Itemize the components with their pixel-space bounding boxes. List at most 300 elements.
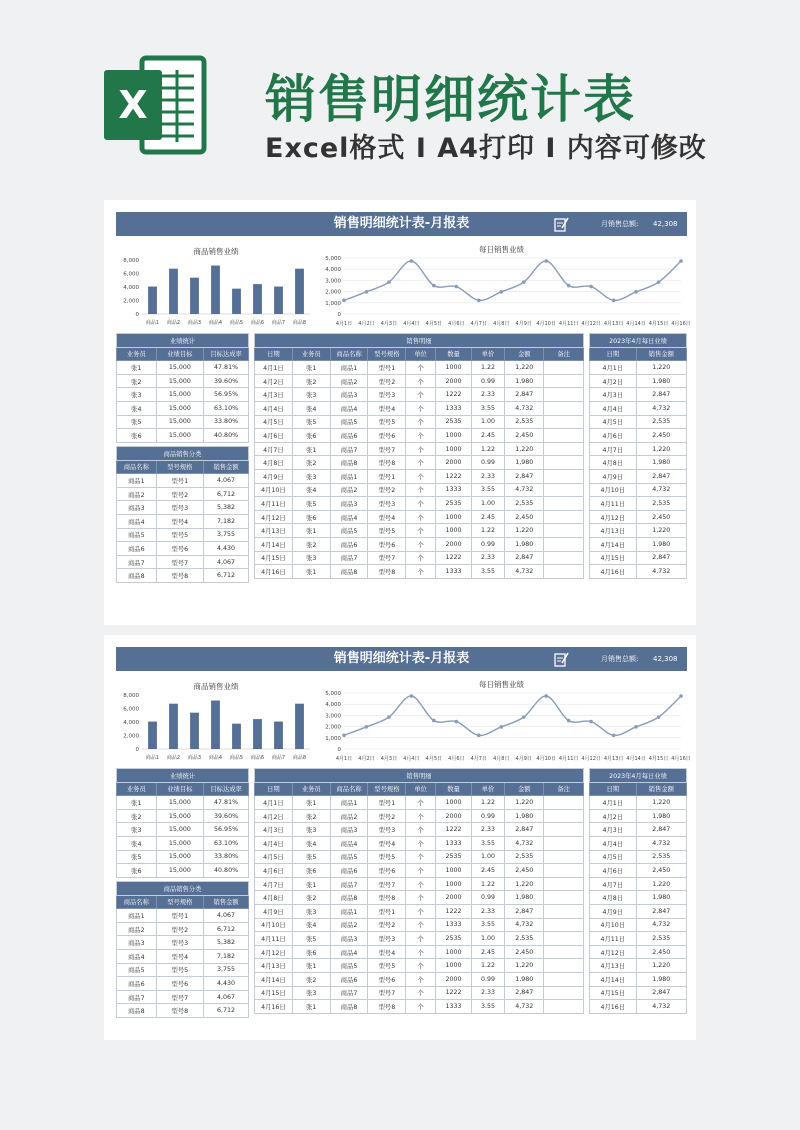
data-point [365,290,369,294]
table-cell: 商品5 [330,959,368,973]
column-header: 日期 [590,347,637,361]
line-chart [316,254,691,330]
table-row [590,374,687,388]
table-cell: 张6 [292,945,330,959]
table-cell [544,401,584,415]
table-cell: 张5 [292,415,330,429]
table-row [117,990,249,1004]
table-cell: 个 [406,972,436,986]
table-cell: 商品6 [330,864,368,878]
table-cell [544,836,584,850]
y-tick-label: 4,000 [123,720,139,726]
x-tick-label: 商品8 [292,755,307,761]
table-cell: 4月16日 [255,1000,293,1014]
table-cell: 1,980 [505,537,544,551]
column-header: 销售金额 [636,782,686,796]
table-cell: 1000 [435,945,471,959]
table-cell: 4月6日 [255,429,293,443]
data-point [342,734,346,738]
column-header-row [590,347,687,361]
table-row [255,442,584,456]
table-cell: 个 [406,877,436,891]
daily-table [589,768,687,1014]
table-cell: 4月4日 [590,836,637,850]
table-cell [544,864,584,878]
table-cell: 张3 [117,823,157,837]
column-header: 单价 [472,782,505,796]
x-tick-label: 4月8日 [493,321,510,327]
x-tick-label: 4月10日 [536,756,556,762]
table-cell: 4月9日 [255,469,293,483]
table-cell: 商品3 [330,932,368,946]
section-title: 销售明细 [255,769,584,783]
table-row [590,864,687,878]
table-cell: 2,535 [505,497,544,511]
bar-chart [116,256,314,328]
table-cell: 6,712 [204,922,249,936]
table-cell [544,469,584,483]
table-cell: 2,847 [505,551,544,565]
section-title: 业绩统计 [117,769,249,783]
table-row [117,809,249,823]
table-cell: 型号5 [368,959,406,973]
table-cell: 商品7 [330,986,368,1000]
table-cell: 4月16日 [255,565,293,579]
column-header-row [590,782,687,796]
table-cell: 张1 [292,442,330,456]
table-cell: 6,712 [204,569,249,583]
column-header: 目标达成率 [204,782,249,796]
table-cell: 15,000 [156,850,204,864]
table-cell: 型号2 [156,487,204,501]
table-cell: 40.80% [204,429,249,443]
table-cell: 4月11日 [590,932,637,946]
table-cell [544,429,584,443]
table-cell: 4,067 [204,474,249,488]
table-cell: 4月12日 [590,945,637,959]
table-cell: 商品1 [330,796,368,810]
table-cell: 个 [406,429,436,443]
table-cell: 商品4 [330,945,368,959]
table-cell: 商品6 [330,972,368,986]
x-tick-label: 4月14日 [626,756,646,762]
x-tick-label: 4月3日 [380,756,398,762]
data-point [657,715,661,719]
table-cell: 型号1 [368,469,406,483]
table-cell: 1,220 [505,442,544,456]
table-cell: 1,220 [505,361,544,375]
column-header: 商品名称 [330,782,368,796]
table-cell: 2,847 [505,986,544,1000]
table-cell: 2,535 [505,850,544,864]
table-row [117,542,249,556]
table-cell: 2.33 [472,904,505,918]
table-cell: 4月13日 [590,524,637,538]
table-cell: 1333 [435,565,471,579]
table-cell: 型号7 [368,551,406,565]
table-cell [544,524,584,538]
table-cell: 2.33 [472,469,505,483]
table-cell: 1222 [435,388,471,402]
data-point [387,280,391,284]
x-tick-label: 4月13日 [603,321,624,327]
column-header: 业务员 [117,347,157,361]
table-cell: 3.55 [472,401,505,415]
table-cell: 商品5 [330,524,368,538]
table-cell: 商品6 [330,429,368,443]
table-cell: 4,732 [505,565,544,579]
table-cell: 15,000 [156,415,204,429]
table-cell [544,456,584,470]
table-cell: 2535 [435,932,471,946]
table-cell: 5,382 [204,501,249,515]
column-header: 单价 [472,347,505,361]
table-cell: 张2 [117,374,157,388]
table-cell: 张3 [292,986,330,1000]
table-cell: 4月2日 [590,374,637,388]
table-cell: 张1 [117,361,157,375]
table-cell: 2.45 [472,429,505,443]
table-cell: 商品8 [117,569,157,583]
table-cell: 商品8 [117,1004,157,1018]
section-header [117,447,249,461]
table-cell: 4月1日 [255,361,293,375]
y-tick-label: 4,000 [325,702,341,709]
table-cell: 4月14日 [590,537,637,551]
table-cell: 1.00 [472,850,505,864]
table-cell: 型号1 [368,361,406,375]
table-cell: 4月5日 [590,415,637,429]
table-cell: 1.22 [472,796,505,810]
table-cell [544,374,584,388]
table-cell: 型号6 [368,429,406,443]
table-cell: 15,000 [156,864,204,878]
x-tick-label: 商品2 [166,320,181,326]
data-point [679,259,683,263]
table-cell: 商品2 [330,918,368,932]
table-cell: 1222 [435,551,471,565]
table-row [590,388,687,402]
table-row [117,977,249,991]
table-cell: 1000 [435,796,471,810]
column-header-row [117,782,249,796]
table-cell [544,497,584,511]
monthly-total-value: 42,308 [653,220,678,228]
column-header: 商品名称 [330,347,368,361]
table-cell: 47.81% [204,796,249,810]
column-header: 销售金额 [636,347,686,361]
table-cell: 4月4日 [255,401,293,415]
table-cell [544,959,584,973]
table-row [590,415,687,429]
table-row [255,415,584,429]
table-cell: 56.95% [204,388,249,402]
table-cell: 张2 [292,537,330,551]
table-cell: 2000 [435,809,471,823]
table-cell [544,483,584,497]
table-cell: 1.22 [472,877,505,891]
table-cell: 商品2 [330,809,368,823]
table-cell: 2.45 [472,945,505,959]
x-tick-label: 商品3 [187,755,202,761]
table-cell: 4,067 [204,555,249,569]
column-header: 业务员 [292,782,330,796]
table-cell: 4月10日 [255,483,293,497]
section-header [117,882,249,896]
table-cell: 4月11日 [255,932,293,946]
table-cell: 2,847 [636,904,686,918]
table-cell: 型号7 [156,555,204,569]
table-row [117,850,249,864]
bar [295,704,304,749]
data-point [589,720,593,724]
y-tick-label: 0 [135,747,139,753]
table-cell: 型号4 [368,510,406,524]
y-tick-label: 5,000 [325,691,341,697]
table-row [590,809,687,823]
table-cell [544,415,584,429]
table-row [255,510,584,524]
table-cell: 型号3 [368,823,406,837]
table-cell: 4月12日 [590,510,637,524]
table-cell: 3,755 [204,528,249,542]
table-cell: 1,980 [636,972,686,986]
table-cell: 1333 [435,401,471,415]
table-cell: 商品2 [330,483,368,497]
table-cell: 4月7日 [255,877,293,891]
table-row [117,936,249,950]
table-cell: 1,980 [505,891,544,905]
column-header-row [117,895,249,909]
table-cell: 1,980 [505,972,544,986]
x-tick-label: 4月4日 [403,756,420,762]
x-tick-label: 商品4 [208,755,223,761]
column-header: 日期 [255,782,293,796]
table-cell: 型号4 [368,945,406,959]
column-header: 型号规格 [368,782,406,796]
table-row [590,497,687,511]
table-cell: 个 [406,809,436,823]
x-tick-label: 4月11日 [558,756,579,762]
line-chart-title: 每日销售业绩 [479,680,524,689]
x-tick-label: 商品7 [271,755,286,761]
table-cell: 个 [406,959,436,973]
table-cell: 2,535 [505,415,544,429]
table-cell: 个 [406,932,436,946]
x-tick-label: 4月16日 [671,756,691,762]
table-cell: 型号7 [368,442,406,456]
table-cell: 型号3 [156,936,204,950]
table-cell: 1.00 [472,415,505,429]
table-cell: 1,220 [505,796,544,810]
table-cell: 4月2日 [255,809,293,823]
table-cell: 1,220 [636,959,686,973]
table-cell: 个 [406,456,436,470]
table-row [255,469,584,483]
table-row [590,972,687,986]
table-cell: 张2 [117,809,157,823]
data-point [499,290,503,294]
report-header [116,647,687,671]
table-row [117,429,249,443]
table-cell: 4月14日 [590,972,637,986]
table-cell: 3,755 [204,963,249,977]
table-cell: 1333 [435,483,471,497]
x-tick-label: 4月6日 [448,321,465,327]
data-point [410,259,414,263]
table-cell: 商品6 [330,537,368,551]
table-cell [544,918,584,932]
y-tick-label: 3,000 [325,713,341,720]
table-cell: 63.10% [204,401,249,415]
table-cell: 1000 [435,510,471,524]
report-sheet-1 [104,200,696,625]
data-point [612,299,616,303]
column-header: 备注 [544,782,584,796]
table-cell [544,986,584,1000]
data-point [342,299,346,303]
table-cell: 个 [406,945,436,959]
table-cell: 商品7 [330,442,368,456]
table-row [590,932,687,946]
column-header: 单位 [406,782,436,796]
table-cell: 商品3 [330,388,368,402]
data-point [522,280,526,284]
bar-chart-title: 商品销售业绩 [193,682,239,691]
x-tick-label: 4月5日 [425,321,443,327]
data-point [432,284,436,288]
table-cell: 1,220 [636,442,686,456]
table-cell: 个 [406,551,436,565]
y-tick-label: 0 [337,747,341,753]
table-cell: 商品2 [330,374,368,388]
table-cell: 商品7 [330,551,368,565]
table-row [255,429,584,443]
bar [253,719,262,749]
table-cell: 张4 [292,918,330,932]
table-cell: 4月2日 [255,374,293,388]
table-cell: 2,450 [505,864,544,878]
table-cell: 个 [406,524,436,538]
bar-chart-title: 商品销售业绩 [193,247,239,256]
table-cell: 2,847 [505,469,544,483]
table-row [255,796,584,810]
y-tick-label: 2,000 [325,289,341,296]
table-cell: 型号5 [368,524,406,538]
x-tick-label: 4月11日 [558,321,579,327]
table-cell: 33.80% [204,850,249,864]
column-header: 备注 [544,347,584,361]
table-cell: 1,220 [636,877,686,891]
section-title: 业绩统计 [117,334,249,348]
section-header [590,769,687,783]
table-cell: 2,847 [636,986,686,1000]
monthly-total-value: 42,308 [653,655,678,663]
table-cell: 商品2 [117,487,157,501]
bar [232,289,241,314]
table-cell: 4月13日 [255,524,293,538]
table-cell: 商品1 [330,904,368,918]
data-point [477,299,481,303]
table-cell: 0.99 [472,809,505,823]
table-cell: 56.95% [204,823,249,837]
table-cell: 型号7 [156,990,204,1004]
x-tick-label: 4月16日 [671,321,691,327]
table-row [117,949,249,963]
table-cell: 2,847 [636,551,686,565]
table-row [590,823,687,837]
data-point [410,694,414,698]
data-point [455,285,459,289]
table-cell: 1,980 [636,456,686,470]
table-cell: 4月5日 [590,850,637,864]
category-table [116,881,249,1018]
table-cell: 商品8 [330,1000,368,1014]
table-cell: 型号7 [368,877,406,891]
data-point [657,280,661,284]
table-cell: 型号6 [368,537,406,551]
x-tick-label: 4月8日 [493,756,510,762]
table-cell: 型号1 [156,474,204,488]
table-cell: 39.60% [204,374,249,388]
y-tick-label: 8,000 [123,693,139,699]
table-row [590,524,687,538]
table-cell: 4月15日 [255,986,293,1000]
y-tick-label: 5,000 [325,256,341,262]
table-cell: 2.45 [472,510,505,524]
table-cell: 4,732 [636,565,686,579]
table-cell: 1,980 [505,456,544,470]
table-cell: 4,732 [505,1000,544,1014]
table-cell: 商品6 [117,977,157,991]
table-cell: 张2 [292,374,330,388]
table-cell: 型号3 [368,932,406,946]
table-cell: 2,847 [636,469,686,483]
table-cell: 张2 [292,891,330,905]
line-chart [316,689,691,765]
table-row [255,1000,584,1014]
table-cell: 4月5日 [255,850,293,864]
table-cell: 商品8 [330,565,368,579]
table-cell [544,972,584,986]
data-point [567,719,571,723]
bar [253,284,262,314]
table-cell: 1000 [435,959,471,973]
table-cell: 15,000 [156,388,204,402]
table-cell: 15,000 [156,796,204,810]
table-cell: 张1 [292,524,330,538]
section-header [255,334,584,348]
table-row [590,945,687,959]
table-cell: 4月8日 [255,456,293,470]
table-cell: 型号5 [368,850,406,864]
table-cell: 4月16日 [590,565,637,579]
table-cell: 2,847 [505,823,544,837]
table-cell [544,796,584,810]
table-cell: 商品7 [330,877,368,891]
table-cell: 15,000 [156,836,204,850]
table-cell: 4月12日 [255,945,293,959]
table-cell: 型号6 [156,542,204,556]
x-tick-label: 4月2日 [358,756,375,762]
table-cell: 型号8 [156,569,204,583]
column-header: 日期 [255,347,293,361]
data-point [612,734,616,738]
table-row [255,932,584,946]
series-line [344,696,681,735]
page-subtitle: Excel格式 Ⅰ A4打印 Ⅰ 内容可修改 [265,133,707,164]
table-cell: 1,220 [505,877,544,891]
